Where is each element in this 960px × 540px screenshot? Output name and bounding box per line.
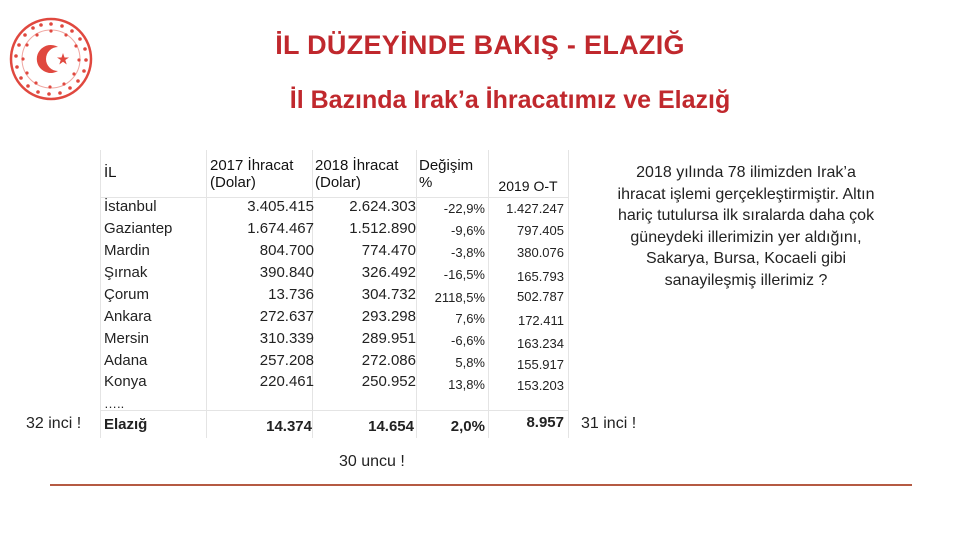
cell-province: Elazığ — [104, 416, 148, 433]
cell-2018-export: 272.086 — [361, 352, 416, 369]
cell-2019-period: 1.427.247 — [506, 201, 564, 216]
cell-province: Ankara — [104, 308, 152, 325]
cell-2017-export: 804.700 — [259, 242, 314, 259]
cell-change: 2,0% — [450, 418, 485, 435]
table-ellipsis: ….. — [104, 396, 125, 411]
cell-2018-export: 293.298 — [361, 308, 416, 325]
cell-2018-export: 289.951 — [361, 330, 416, 347]
cell-change: 13,8% — [448, 377, 485, 392]
rank-2019-annotation: 31 inci ! — [581, 415, 637, 432]
cell-2019-period: 502.787 — [517, 289, 564, 304]
cell-province: Adana — [104, 352, 148, 369]
cell-2019-period: 155.917 — [517, 357, 564, 372]
column-header-change: Değişim % — [419, 157, 474, 191]
cell-2017-export: 257.208 — [259, 352, 314, 369]
cell-change: -3,8% — [451, 245, 485, 260]
cell-2019-period: 165.793 — [517, 269, 564, 284]
cell-2018-export: 326.492 — [361, 264, 416, 281]
column-header-2017-export: 2017 İhracat (Dolar) — [210, 157, 294, 191]
cell-province: İstanbul — [104, 198, 157, 215]
cell-province: Gaziantep — [104, 220, 173, 237]
cell-change: -6,6% — [451, 333, 485, 348]
cell-2019-period: 163.234 — [517, 336, 564, 351]
cell-change: 7,6% — [455, 311, 485, 326]
cell-2019-period: 8.957 — [526, 414, 564, 431]
cell-2018-export: 250.952 — [361, 373, 416, 390]
rank-2018-annotation: 30 uncu ! — [339, 453, 405, 470]
column-header-2018-export: 2018 İhracat (Dolar) — [315, 157, 399, 191]
cell-province: Mersin — [104, 330, 150, 347]
cell-2019-period: 797.405 — [517, 223, 564, 238]
page-title: İL DÜZEYİNDE BAKIŞ - ELAZIĞ — [275, 30, 685, 60]
cell-2017-export: 390.840 — [259, 264, 314, 281]
table-grid-line — [206, 150, 207, 438]
cell-2017-export: 13.736 — [268, 286, 314, 303]
table-grid-line — [100, 410, 568, 411]
cell-2019-period: 153.203 — [517, 378, 564, 393]
cell-2018-export: 774.470 — [361, 242, 416, 259]
cell-2018-export: 1.512.890 — [349, 220, 416, 237]
cell-change: -16,5% — [443, 267, 485, 282]
cell-2019-period: 172.411 — [517, 313, 564, 328]
cell-province: Konya — [104, 373, 147, 390]
table-grid-line — [488, 150, 489, 438]
cell-2019-period: 380.076 — [517, 245, 564, 260]
table-grid-line — [416, 150, 417, 438]
page-subtitle: İl Bazında Irak’a İhracatımız ve Elazığ — [289, 86, 731, 114]
cell-change: -22,9% — [443, 201, 485, 216]
cell-2017-export: 14.374 — [266, 418, 312, 435]
cell-2017-export: 1.674.467 — [247, 220, 314, 237]
cell-province: Şırnak — [104, 264, 148, 281]
cell-2017-export: 220.461 — [259, 373, 314, 390]
cell-change: 2118,5% — [434, 290, 485, 305]
cell-2017-export: 272.637 — [259, 308, 314, 325]
bottom-divider — [50, 484, 912, 486]
side-note: 2018 yılında 78 ilimizden Irak’a ihracat işlemi gerçekleştirmiştir. Altın hariç tutulursa ilk sıralarda daha çok güneydeki illerimizin yer aldığını, Sakarya, Bursa, Kocaeli gibi sanayileşmiş illerimiz ? — [617, 164, 875, 289]
cell-change: 5,8% — [455, 355, 485, 370]
cell-2017-export: 3.405.415 — [247, 198, 314, 215]
rank-2017-annotation: 32 inci ! — [26, 415, 82, 432]
table-grid-line — [100, 150, 101, 438]
column-header-province: İL — [104, 164, 117, 181]
cell-2018-export: 14.654 — [368, 418, 414, 435]
cell-province: Çorum — [104, 286, 150, 303]
cell-province: Mardin — [104, 242, 150, 259]
cell-2018-export: 304.732 — [361, 286, 416, 303]
table-grid-line — [568, 150, 569, 438]
cell-2018-export: 2.624.303 — [349, 198, 416, 215]
cell-2017-export: 310.339 — [259, 330, 314, 347]
cell-change: -9,6% — [451, 223, 485, 238]
column-header-2019-period: 2019 O-T — [498, 178, 558, 194]
